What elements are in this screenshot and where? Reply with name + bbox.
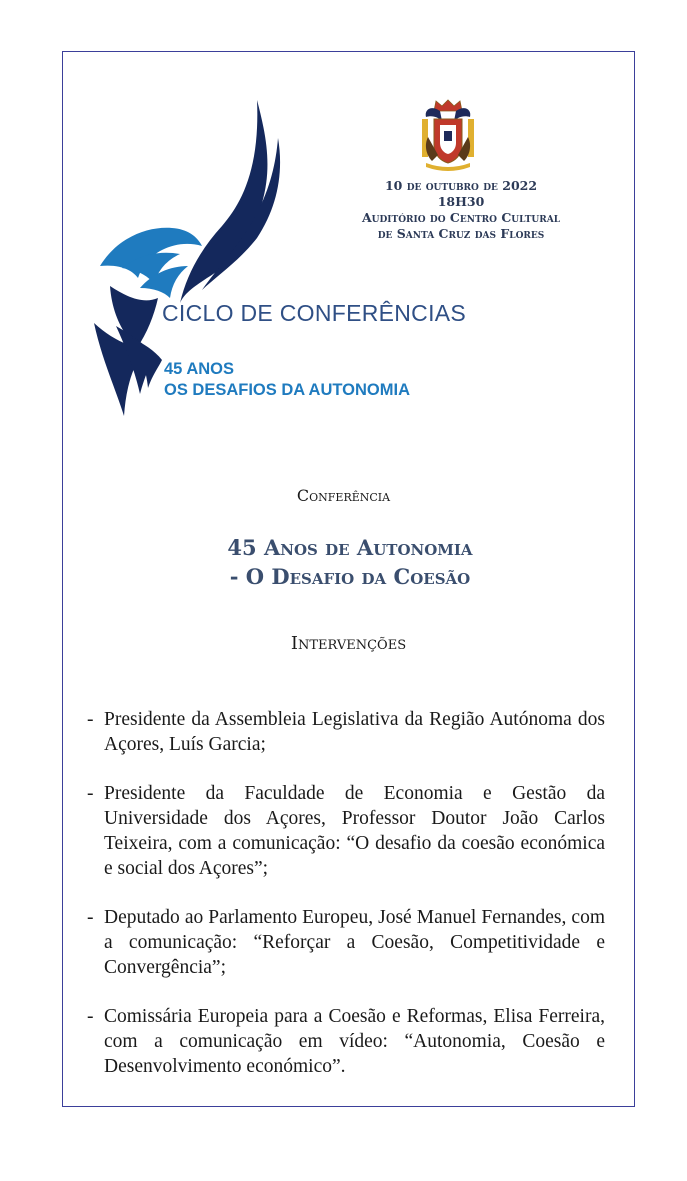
interventions-label: Intervenções [290,633,407,654]
intervention-text: Deputado ao Parlamento Europeu, José Manuel Fernandes, com a comunicação: “Reforçar a Coesão, Competitividade e Convergência”; [104,907,605,978]
event-date: 10 de outubro de 2022 [384,178,538,193]
conference-title [0,533,687,591]
intervention-text: Presidente da Assembleia Legislativa da Região Autónoma dos Açores, Luís Garcia; [104,709,605,755]
intervention-text: Comissária Europeia para a Coesão e Reformas, Elisa Ferreira, com a comunicação em vídeo: “Autonomia, Coesão e Desenvolvimento económico”. [104,1006,605,1077]
list-item [87,781,605,881]
series-subtitle-line1: 45 ANOS [164,360,234,378]
dash-bullet: - [87,709,94,730]
coat-of-arms-icon [418,97,478,171]
series-title: CICLO DE CONFERÊNCIAS [162,300,467,326]
conference-title-line2: - O Desafio da Coesão [229,564,471,589]
event-info [330,178,592,242]
intervention-text: Presidente da Faculdade de Economia e Gestão da Universidade dos Açores, Professor Doutor João Carlos Teixeira, com a comunicação: “O desafio da coesão económica e social dos Açores”; [104,783,605,879]
event-venue-line1: Auditório do Centro Cultural [361,210,561,225]
event-time: 18H30 [437,194,485,209]
series-subtitle-line2: OS DESAFIOS DA AUTONOMIA [164,381,410,399]
conference-label: Conferência [296,486,391,505]
interventions-list [87,707,605,1103]
list-item [87,707,605,757]
dash-bullet: - [87,783,94,804]
conference-title-line1: 45 Anos de Autonomia [227,535,473,560]
dash-bullet: - [87,907,94,928]
list-item [87,905,605,980]
event-venue-line2: de Santa Cruz das Flores [377,226,545,241]
list-item [87,1004,605,1079]
dash-bullet: - [87,1006,94,1027]
